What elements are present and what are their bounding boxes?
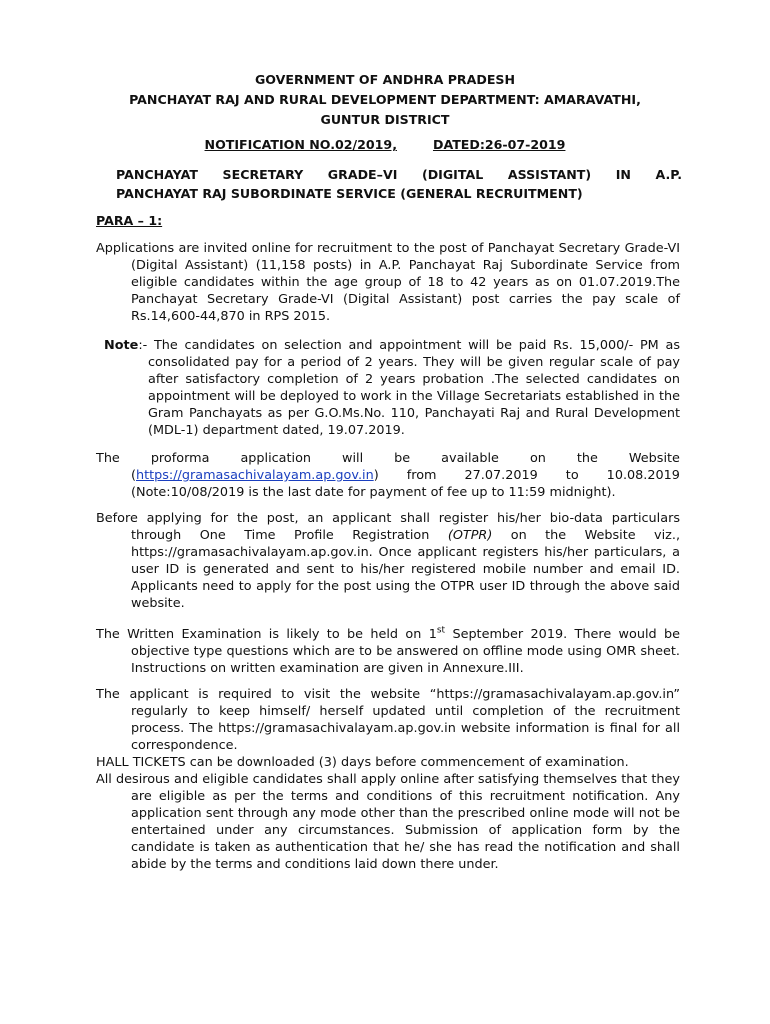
proforma-word: The: [96, 451, 120, 466]
post-title-line1: PANCHAYAT SECRETARY GRADE–VI (DIGITAL ASSISTANT) IN A.P.: [116, 167, 682, 182]
proforma-word: be: [394, 451, 411, 466]
header-block: [0, 70, 770, 130]
proforma-from-date: 27.07.2019: [464, 468, 538, 483]
proforma-word: application: [240, 451, 312, 466]
exam-text-before: The Written Examination is likely to be held on 1: [96, 627, 437, 642]
exam-date-sup: st: [436, 625, 446, 636]
exam-text-after: September 2019. There would be objective type questions which are to be answered on offline mode using OMR sheet. Instructions on written examination are given in Annexure.III.: [131, 627, 680, 676]
proforma-word: available: [441, 451, 499, 466]
header-department: PANCHAYAT RAJ AND RURAL DEVELOPMENT DEPARTMENT: AMARAVATHI,: [129, 92, 641, 107]
proforma-word: proforma: [150, 451, 210, 466]
paragraph-note: [104, 337, 680, 439]
paragraph-desirous: All desirous and eligible candidates shall apply online after satisfying themselves that they are eligible as per the terms and conditions of this recruitment notification. Any application sent through any mode other than the prescribed online mode will not be entertained under any circumstances. Submission of application form by the candidate is taken as authentication that he/ she has read the notification and shall abide by the terms and conditions laid down there under.: [96, 772, 680, 872]
paragraph-proforma: The proforma application will be available on the Website (https://gramasachivalayam.ap.gov.in) from 27.07.2019 to 10.08.2019 (Note:10/08/2019 is the last date for payment of fee up to 11:59 midnight).: [96, 451, 680, 500]
proforma-word: the: [576, 451, 598, 466]
header-government: GOVERNMENT OF ANDHRA PRADESH: [254, 72, 516, 87]
proforma-word: on: [529, 451, 546, 466]
notification-line: [0, 137, 770, 152]
otpr-text-after: on the Website viz., https://gramasachivalayam.ap.gov.in. Once applicant registers his/her particulars, a user ID is generated and sent to his/her registered mobile number and email ID. Applicants need to apply for the post using the OTPR user ID through the above said website.: [131, 528, 681, 611]
paragraph-visit-website: The applicant is required to visit the website “https://gramasachivalayam.ap.gov.in” regularly to keep himself/ herself updated until completion of the recruitment process. The https://gramasachivalayam.ap.gov.in website information is final for all correspondence.: [96, 687, 680, 753]
note-text: :- The candidates on selection and appointment will be paid Rs. 15,000/- PM as consolidated pay for a period of 2 years. They will be given regular scale of pay after satisfactory completion of 2 years probation .The selected candidates on appointment will be deployed to work in the Village Secretariats established in the Gram Panchayats as per G.O.Ms.No. 110, Panchayati Raj and Rural Development (MDL-1) department dated, 19.07.2019.: [138, 338, 680, 438]
otpr-abbrev: (OTPR): [447, 528, 493, 543]
notification-date: DATED:26-07-2019: [432, 137, 566, 152]
header-district: GUNTUR DISTRICT: [320, 112, 450, 127]
paragraph-hall-tickets: HALL TICKETS can be downloaded (3) days before commencement of examination.: [96, 755, 629, 770]
para-heading: PARA – 1:: [96, 213, 163, 228]
paragraph-otpr: [96, 510, 680, 612]
proforma-word: will: [342, 451, 364, 466]
proforma-fee-note: (Note:10/08/2019 is the last date for payment of fee up to 11:59 midnight).: [131, 485, 616, 500]
post-title-line2: PANCHAYAT RAJ SUBORDINATE SERVICE (GENERAL RECRUITMENT): [116, 186, 583, 201]
proforma-to: to: [565, 468, 579, 483]
website-link[interactable]: https://gramasachivalayam.ap.gov.in: [136, 468, 374, 483]
post-title: [116, 165, 682, 203]
paragraph-applications: Applications are invited online for recruitment to the post of Panchayat Secretary Grade-VI (Digital Assistant) (11,158 posts) in A.P. Panchayat Raj Subordinate Service from eligible candidates within the age group of 18 to 42 years as on 01.07.2019.The Panchayat Secretary Grade-VI (Digital Assistant) post carries the pay scale of Rs.14,600-44,870 in RPS 2015.: [96, 241, 680, 324]
otpr-text-before: Before applying for the post, an applicant shall register his/her bio-data particulars through One Time Profile Registration: [96, 511, 680, 543]
notification-number: NOTIFICATION NO.02/2019,: [204, 137, 397, 152]
proforma-to-date: 10.08.2019: [606, 468, 680, 483]
note-label: Note: [104, 338, 139, 353]
proforma-word: Website: [628, 451, 680, 466]
paragraph-exam: [96, 626, 680, 677]
proforma-from: from: [406, 468, 437, 483]
